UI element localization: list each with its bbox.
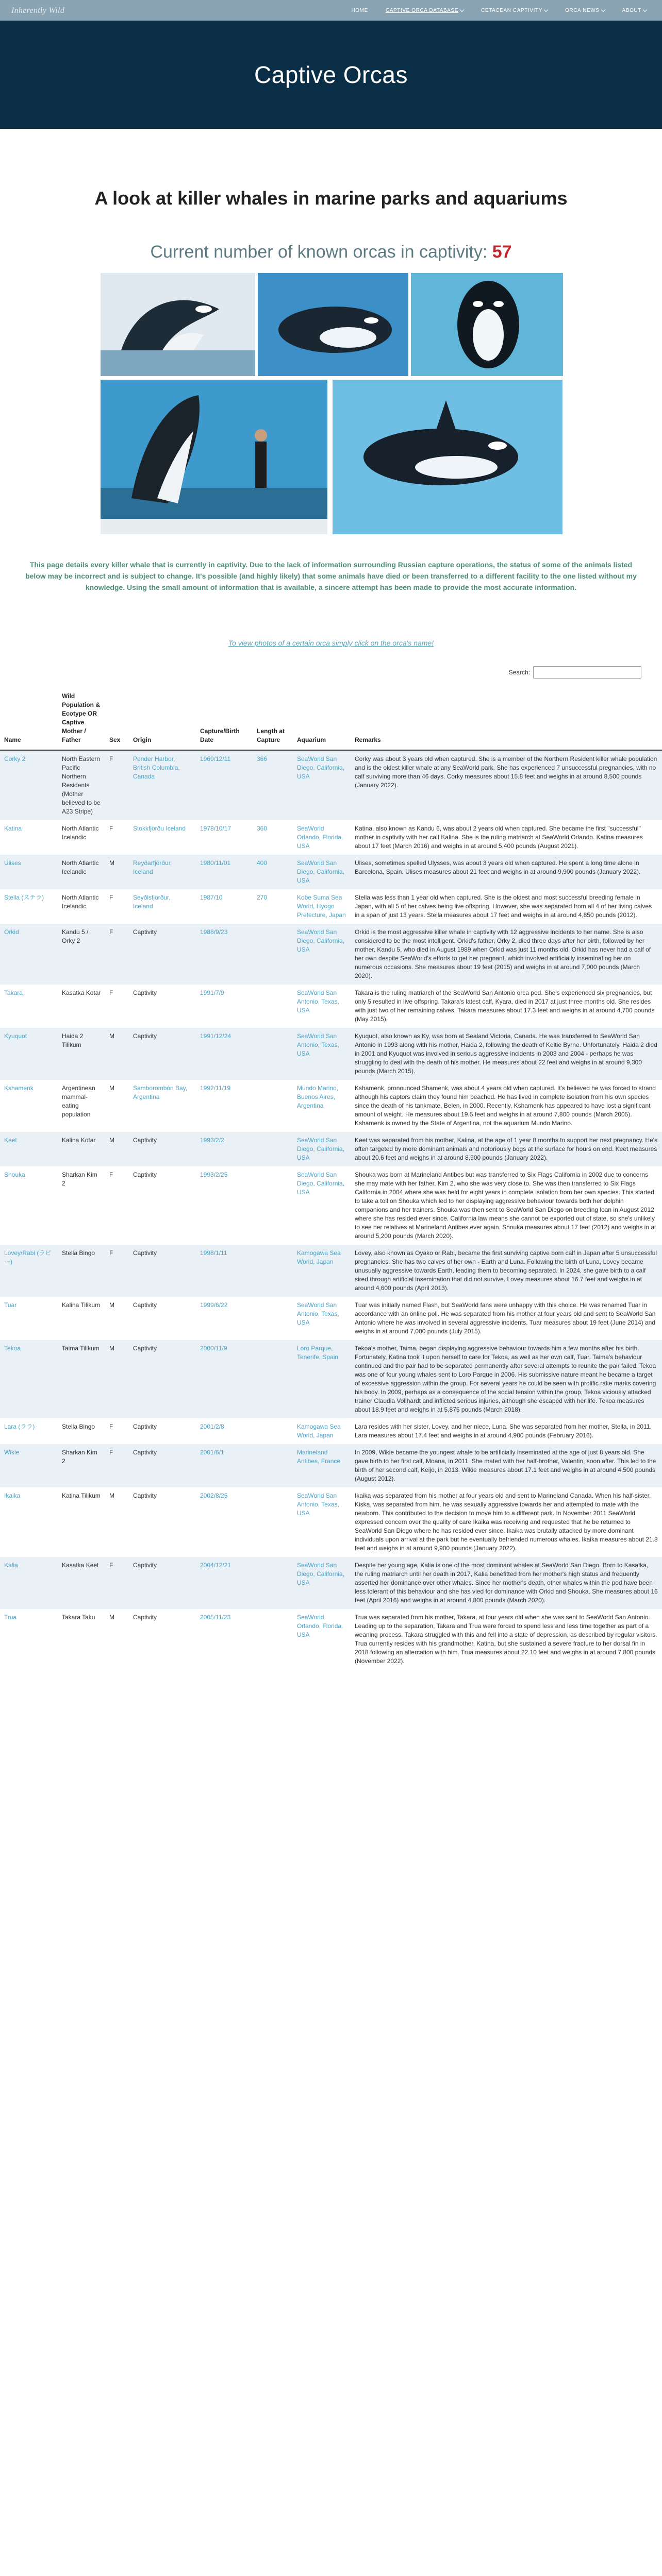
- cell-origin: Captivity: [133, 928, 157, 936]
- cell-date: 1980/11/01: [200, 859, 231, 867]
- cell-date: 1969/12/11: [200, 755, 231, 762]
- cell-population: Kandu 5 / Orky 2: [62, 928, 89, 944]
- top-navbar: [0, 0, 662, 21]
- cell-population: Argentinean mammal-eating population: [62, 1084, 95, 1118]
- cell-population: Kasatka Kotar: [62, 989, 101, 996]
- cell-date: 2001/2/8: [200, 1423, 224, 1430]
- cell-length: [253, 1487, 293, 1557]
- cell-sex: M: [109, 1614, 114, 1621]
- table-row: [0, 889, 662, 924]
- cell-sex: M: [109, 1345, 114, 1352]
- cell-population: Katina Tilikum: [62, 1492, 101, 1499]
- cell-date: 1991/12/24: [200, 1032, 231, 1040]
- cell-sex: M: [109, 1137, 114, 1144]
- cell-origin: Captivity: [133, 1423, 157, 1430]
- cell-aquarium[interactable]: Kamogawa Sea World, Japan: [297, 1423, 341, 1439]
- chevron-down-icon: [601, 7, 605, 11]
- cell-aquarium[interactable]: Marineland Antibes, France: [297, 1449, 341, 1465]
- cell-name[interactable]: Kalia: [4, 1562, 18, 1569]
- cell-origin[interactable]: Reyðarfjörður, Iceland: [133, 859, 172, 875]
- cell-name[interactable]: Lovey/Rabi (ラビー): [4, 1249, 52, 1265]
- orca-table: [0, 688, 662, 1670]
- table-row: [0, 1132, 662, 1166]
- cell-remarks: Orkid is the most aggressive killer whale in captivity with 12 aggressive incidents to her name. She is also considered to be the most intelligent. Orkid's father, Orky 2, died three days after her birth, followed by her mother, Kandu 5, who died in August 1989 when Orkid was just 11 months old. Orkid has never had a calf of her own despite SeaWorld's efforts to get her pregnant, which involved artificially inseminating her on numerous occasions. She measures about 19 feet (2015) and weighs in at around 7,000 pounds (March 2020).: [355, 928, 651, 979]
- main-menu: [351, 0, 647, 21]
- cell-origin[interactable]: Samborombón Bay, Argentina: [133, 1084, 188, 1100]
- cell-date: 2004/12/21: [200, 1562, 231, 1569]
- view-photos-hint: To view photos of a certain orca simply click on the orca's name!: [228, 639, 434, 647]
- cell-name[interactable]: Kshamenk: [4, 1084, 34, 1092]
- cell-aquarium[interactable]: SeaWorld Orlando, Florida, USA: [297, 825, 343, 850]
- table-row: [0, 1028, 662, 1080]
- cell-length: [253, 1340, 293, 1418]
- nav-orca-news[interactable]: [565, 8, 605, 13]
- data-disclaimer: This page details every killer whale that is currently in captivity. Due to the lack of information surrounding Russian capture operations, the status of some of the animals listed below may be incorrect and is subject to change. It's possible (and highly likely) that some animals have died or been transferred to a different facility to the one listed without my knowledge. Using the small amount of information that is available, a sincere attempt has been made to provide the most accurate information.: [25, 561, 637, 591]
- cell-date: 2000/11/9: [200, 1345, 227, 1352]
- cell-remarks: In 2009, Wikie became the youngest whale to be artificially inseminated at the age of just 8 years old. She gave birth to her first calf, Moana, in 2011. She mated with her half-brother, Valentin, soon after. This led to the birth of her second calf, Keijo, in 2013. Wikie measures about 17.1 feet and weighs in at around 4,500 pounds (August 2012).: [355, 1449, 656, 1482]
- cell-sex: M: [109, 1084, 114, 1092]
- table-row: [0, 1166, 662, 1245]
- cell-sex: F: [109, 825, 113, 832]
- chevron-down-icon: [544, 7, 548, 11]
- cell-date: 1991/7/9: [200, 989, 224, 996]
- table-row: [0, 855, 662, 889]
- cell-population: North Atlantic Icelandic: [62, 825, 99, 841]
- table-row: [0, 1418, 662, 1444]
- cell-origin: Captivity: [133, 989, 157, 996]
- cell-length: [253, 1028, 293, 1080]
- cell-length: [253, 924, 293, 985]
- cell-origin[interactable]: Stokkfjörðu Iceland: [133, 825, 186, 832]
- column-header-length[interactable]: Length at Capture: [253, 688, 293, 750]
- search-input[interactable]: [533, 666, 641, 679]
- cell-date: 1978/10/17: [200, 825, 231, 832]
- cell-population: Haida 2 Tilikum: [62, 1032, 84, 1048]
- cell-name[interactable]: Orkid: [4, 928, 19, 936]
- page-title: Captive Orcas: [254, 61, 408, 88]
- cell-remarks: Keet was separated from his mother, Kalina, at the age of 1 year 8 months to support her next pregnancy. He's often targeted by more dominant animals and notoriously bogs at the surface for hours on end. Keet measures about 20.6 feet and weighs in at around 8,900 pounds (January 2022).: [355, 1137, 658, 1161]
- column-header-origin[interactable]: Origin: [129, 688, 196, 750]
- cell-aquarium[interactable]: SeaWorld San Antonio, Texas, USA: [297, 1301, 339, 1326]
- cell-aquarium[interactable]: SeaWorld San Diego, California, USA: [297, 1562, 345, 1586]
- cell-remarks: Corky was about 3 years old when captured. She is a member of the Northern Resident killer whale population and is the oldest killer whale at any SeaWorld park. She has experienced 7 unsuccessful pregnancies, with no calf surviving more than 46 days. Corky measures about 15.8 feet and weighs in at around 8,500 pounds (January 2022).: [355, 755, 657, 789]
- cell-length: [253, 1557, 293, 1609]
- cell-origin: Captivity: [133, 1562, 157, 1569]
- cell-origin: Captivity: [133, 1301, 157, 1309]
- table-row: [0, 1444, 662, 1487]
- table-row: [0, 1557, 662, 1609]
- cell-remarks: Trua was separated from his mother, Takara, at four years old when she was sent to SeaWorld San Antonio. Leading up to the separation, Takara and Trua were forced to spend less and less time together as part of a weaning process. Takara struggled with this and fell into a state of depression, as described by regular visitors. Trua currently resides with his grandmother, Katina, but she sustained a severe fracture to her dorsal fin in 2018 following an altercation with him. Trua measures about 22.10 feet and weighs in at around 7,800 pounds (November 2022).: [355, 1614, 657, 1665]
- search-label: Search:: [508, 669, 530, 676]
- cell-aquarium[interactable]: SeaWorld San Antonio, Texas, USA: [297, 1032, 339, 1057]
- cell-length: [253, 1132, 293, 1166]
- cell-name[interactable]: Shouka: [4, 1171, 25, 1178]
- cell-sex: F: [109, 1249, 113, 1257]
- cell-length: [253, 1080, 293, 1132]
- cell-sex: F: [109, 989, 113, 996]
- cell-sex: F: [109, 1423, 113, 1430]
- cell-population: Sharkan Kim 2: [62, 1449, 97, 1465]
- table-header-row: [0, 688, 662, 750]
- cell-remarks: Katina, also known as Kandu 6, was about 2 years old when captured. She became the first "successful" mother in captivity with her calf Kalina. She is the ruling matriarch at SeaWorld Orlando. Katina measures about 17 feet (March 2016) and weighs in at around 5,400 pounds (August 2021).: [355, 825, 643, 850]
- cell-length: [253, 1166, 293, 1245]
- cell-sex: F: [109, 1171, 113, 1178]
- orca-underwater-pair-photo[interactable]: [333, 380, 562, 534]
- cell-name[interactable]: Kyuquot: [4, 1032, 27, 1040]
- column-header-sex[interactable]: Sex: [105, 688, 129, 750]
- cell-origin: Captivity: [133, 1449, 157, 1456]
- table-row: [0, 924, 662, 985]
- nav-about-label: ABOUT: [622, 7, 641, 13]
- cell-sex: M: [109, 1301, 114, 1309]
- cell-name[interactable]: Corky 2: [4, 755, 26, 762]
- cell-name[interactable]: Wikie: [4, 1449, 20, 1456]
- orca-jump-photo[interactable]: [101, 273, 255, 376]
- cell-origin: Captivity: [133, 1345, 157, 1352]
- cell-length: [253, 1297, 293, 1340]
- cell-origin: Captivity: [133, 1249, 157, 1257]
- table-row: [0, 1245, 662, 1297]
- cell-remarks: Stella was less than 1 year old when captured. She is the oldest and most successful breeding female in Japan, with all 5 of her calves being live offspring. However, she was separated from all 4 of her living calves in a span of just 13 years. Stella measures about 17 feet and weighs in at around 4,850 pounds (2012).: [355, 894, 652, 919]
- cell-name[interactable]: Stella (ステラ): [4, 894, 44, 901]
- table-row: [0, 1080, 662, 1132]
- cell-sex: F: [109, 894, 113, 901]
- cell-remarks: Tuar was initially named Flash, but SeaWorld fans were unhappy with this choice. He was renamed Tuar in accordance with an online poll. He was separated from his mother at four years old and sent to SeaWorld San Antonio where he was involved in several aggressive incidents. Tuar measures about 19 feet (June 2014) and weighs in at around 7,000 pounds (July 2015).: [355, 1301, 656, 1335]
- cell-population: Kasatka Keet: [62, 1562, 99, 1569]
- cell-date: 1992/11/19: [200, 1084, 231, 1092]
- chevron-down-icon: [643, 7, 647, 11]
- cell-population: North Eastern Pacific Northern Residents (Mother believed to be A23 Stripe): [62, 755, 101, 815]
- cell-date: 1993/2/2: [200, 1137, 224, 1144]
- page-subtitle: A look at killer whales in marine parks and aquariums: [94, 188, 568, 209]
- cell-date: 1993/2/25: [200, 1171, 228, 1178]
- column-header-aquarium[interactable]: Aquarium: [293, 688, 351, 750]
- cell-aquarium[interactable]: Mundo Marino, Buenos Aires, Argentina: [297, 1084, 339, 1109]
- cell-length: [253, 1245, 293, 1297]
- cell-name[interactable]: Tekoa: [4, 1345, 21, 1352]
- cell-date: 2002/8/25: [200, 1492, 228, 1499]
- cell-name[interactable]: Takara: [4, 989, 23, 996]
- cell-sex: M: [109, 1492, 114, 1499]
- table-row: [0, 1340, 662, 1418]
- cell-population: Stella Bingo: [62, 1249, 95, 1257]
- cell-name[interactable]: Trua: [4, 1614, 17, 1621]
- cell-aquarium[interactable]: SeaWorld San Antonio, Texas, USA: [297, 989, 339, 1014]
- cell-remarks: Despite her young age, Kalia is one of the most dominant whales at SeaWorld San Diego. Born to Kasatka, the ruling matriarch until her death in 2017, Kalia benefitted from her mother's high status and frequently asserted her dominance over other whales. Since her mother's death, other whales within the pod have been less tolerant of this behaviour and she has vied for dominance with Orkid and Shouka. She measures about 16 feet (April 2016) and weighs in at around 4,800 pounds (March 2020).: [355, 1562, 658, 1604]
- cell-length: [253, 1418, 293, 1444]
- cell-aquarium[interactable]: Kobe Suma Sea World, Hyogo Prefecture, Japan: [297, 894, 346, 919]
- cell-population: Stella Bingo: [62, 1423, 95, 1430]
- cell-date: 1987/10: [200, 894, 223, 901]
- site-logo[interactable]: Inherently Wild: [11, 6, 64, 15]
- nav-home-label: HOME: [351, 7, 368, 13]
- cell-aquarium[interactable]: SeaWorld San Diego, California, USA: [297, 1137, 345, 1161]
- cell-aquarium[interactable]: Kamogawa Sea World, Japan: [297, 1249, 341, 1265]
- cell-name[interactable]: Keet: [4, 1137, 17, 1144]
- cell-length: 366: [257, 755, 268, 762]
- cell-length: 400: [257, 859, 268, 867]
- orca-underwater-photo[interactable]: [258, 273, 408, 376]
- cell-population: North Atlantic Icelandic: [62, 894, 99, 910]
- cell-length: 360: [257, 825, 268, 832]
- cell-remarks: Ulises, sometimes spelled Ulysses, was about 3 years old when captured. He spent a long time alone in Barcelona, Spain. Ulises measures about 21 feet and weighs in at around 9,900 pounds (January 2022).: [355, 859, 641, 875]
- cell-remarks: Kshamenk, pronounced Shamenk, was about 4 years old when captured. It's believed he was forced to strand although his captors claim they found him beached. He has lived in complete isolation from his own species since the death of his tankmate, Belen, in 2000. Recently, Kshamenk has appeared to have lost a significant amount of weight. He measures about 19.5 feet and weighs in at around 7,800 pounds (March 2005). Kshamenk is owned by the State of Argentina, not the aquarium Mundo Marino.: [355, 1084, 656, 1127]
- cell-remarks: Takara is the ruling matriarch of the SeaWorld San Antonio orca pod. She's experienced six pregnancies, but only 5 resulted in live offspring. Takara's latest calf, Kyara, died in 2017 at just three months old. She resides with just two of her remaining calves. Takara measures about 17.3 feet and weighs in at around 4,700 pounds (May 2015).: [355, 989, 655, 1023]
- chevron-down-icon: [460, 7, 464, 11]
- cell-name[interactable]: Katina: [4, 825, 22, 832]
- column-header-name[interactable]: Name: [0, 688, 58, 750]
- cell-origin: Captivity: [133, 1614, 157, 1621]
- cell-remarks: Lara resides with her sister, Lovey, and her niece, Luna. She was separated from her mother, Stella, in 2011. Lara measures about 17.4 feet and weighs in at around 4,900 pounds (February 2016).: [355, 1423, 652, 1439]
- nav-captive-orca-database[interactable]: [386, 8, 464, 13]
- cell-population: Takara Taku: [62, 1614, 95, 1621]
- cell-date: 2001/6/1: [200, 1449, 224, 1456]
- table-row: [0, 820, 662, 855]
- table-row: [0, 1297, 662, 1340]
- cell-aquarium[interactable]: SeaWorld San Antonio, Texas, USA: [297, 1492, 339, 1517]
- cell-sex: M: [109, 859, 114, 867]
- cell-population: North Atlantic Icelandic: [62, 859, 99, 875]
- cell-origin: Captivity: [133, 1032, 157, 1040]
- nav-home[interactable]: [351, 8, 368, 13]
- cell-date: 1998/1/11: [200, 1249, 227, 1257]
- column-header-date[interactable]: Capture/Birth Date: [196, 688, 253, 750]
- cell-remarks: Ikaika was separated from his mother at four years old and sent to Marineland Canada. When his half-sister, Kiska, was separated from him, he was sexually aggressive towards her and attempted to mate with the newborn. This contributed to the decision to move him to a different park. In November 2011 SeaWorld expressed concern over the quality of care Ikaika was receiving and requested that he be returned to SeaWorld San Diego where he has resided ever since. Ikaika was brutally attacked by more dominant individuals upon arrival at the park but he eventually befriended numerous whales. Ikaika measures about 21.8 feet and weighs in at around 9,900 pounds (January 2022).: [355, 1492, 658, 1552]
- cell-name[interactable]: Ikaika: [4, 1492, 21, 1499]
- cell-population: Taima Tilikum: [62, 1345, 100, 1352]
- cell-origin[interactable]: Seyðisfjörður, Iceland: [133, 894, 171, 910]
- orca-pool-photo[interactable]: [411, 273, 563, 376]
- cell-aquarium[interactable]: SeaWorld San Diego, California, USA: [297, 859, 345, 884]
- nav-about[interactable]: [622, 8, 647, 13]
- cell-sex: F: [109, 755, 113, 762]
- cell-length: [253, 1444, 293, 1487]
- cell-aquarium[interactable]: Loro Parque, Tenerife, Spain: [297, 1345, 339, 1361]
- cell-name[interactable]: Lara (ララ): [4, 1423, 35, 1430]
- captive-count-label: Current number of known orcas in captivity:: [150, 242, 488, 262]
- cell-aquarium[interactable]: SeaWorld Orlando, Florida, USA: [297, 1614, 343, 1638]
- table-row: [0, 985, 662, 1028]
- cell-date: 1999/6/22: [200, 1301, 228, 1309]
- captive-count-value: 57: [492, 242, 512, 262]
- cell-length: 270: [257, 894, 268, 901]
- cell-date: 1988/9/23: [200, 928, 228, 936]
- cell-aquarium[interactable]: SeaWorld San Diego, California, USA: [297, 1171, 345, 1196]
- cell-sex: F: [109, 928, 113, 936]
- cell-aquarium[interactable]: SeaWorld San Diego, California, USA: [297, 928, 345, 953]
- cell-date: 2005/11/23: [200, 1614, 231, 1621]
- captive-count: [0, 242, 662, 262]
- nav-captive-orca-database-label: CAPTIVE ORCA DATABASE: [385, 7, 459, 13]
- column-header-population[interactable]: Wild Population & Ecotype OR Captive Mother / Father: [58, 688, 105, 750]
- table-search: [509, 666, 641, 679]
- cell-length: [253, 985, 293, 1028]
- cell-length: [253, 1609, 293, 1670]
- orca-trainer-photo[interactable]: [101, 380, 327, 534]
- cell-origin: Captivity: [133, 1137, 157, 1144]
- table-row: [0, 1609, 662, 1670]
- column-header-remarks[interactable]: Remarks: [351, 688, 662, 750]
- hero-banner: [0, 21, 662, 129]
- cell-remarks: Kyuquot, also known as Ky, was born at Sealand Victoria, Canada. He was transferred to SeaWorld San Antonio in 1993 along with his mother, Haida 2, following the death of Keltie Byrne. Unfortunately, Haida 2 died in 2001 and Kyuquot was involved in serious aggressive incidents in 2003 and 2004 - perhaps he was struggling to deal with the death of his mother. He measures about 22 feet and weighs in at around 9,300 pounds (March 2015).: [355, 1032, 657, 1075]
- cell-remarks: Shouka was born at Marineland Antibes but was transferred to Six Flags California in 2002 due to concerns she may mate with her father, Kim 2, who she was very close to. She was then transferred to Six Flags California in 2004 where she was held for eight years in complete isolation from her own species. This started to take a toll on Shouka which led to her displaying aggressive behaviour towards both her dolphin companions and her trainers. Shouka was then sent to SeaWorld San Diego on breeding loan in August 2012 where she has resided ever since. California law means she cannot be exported out of state, so she's unlikely to see her relatives at Marineland Antibes ever again. Shouka measures about 17 feet (2012) and weighs in at around 5,200 pounds (March 2020).: [355, 1171, 656, 1240]
- cell-origin[interactable]: Pender Harbor, British Columbia, Canada: [133, 755, 180, 780]
- cell-remarks: Tekoa's mother, Taima, began displaying aggressive behaviour towards him a few months after his birth. Fortunately, Katina took it upon herself to care for Tekoa, as well as her own calf, Tuar. Taima's behaviour continued and the pair had to be separated permanently after several attempts to reunite the pair failed. Tekoa was one of four young whales sent to Loro Parque in 2006. His submissive nature meant he became a target of excessive aggression within the group. For several years he could be seen with prolific rake marks covering his body. In 2009, perhaps as a consequence of the social tension within the group, Tekoa viciously attacked trainer Claudia Vollhardt and inflicted serious injuries, although she escaped with her life. Tekoa measures about 18.9 feet and weighs in at 5,875 pounds (March 2018).: [355, 1345, 656, 1413]
- cell-population: Kalina Kotar: [62, 1137, 96, 1144]
- cell-origin: Captivity: [133, 1171, 157, 1178]
- cell-name[interactable]: Tuar: [4, 1301, 17, 1309]
- cell-origin: Captivity: [133, 1492, 157, 1499]
- table-row: [0, 750, 662, 820]
- table-row: [0, 1487, 662, 1557]
- nav-cetacean-captivity[interactable]: [481, 8, 548, 13]
- cell-population: Sharkan Kim 2: [62, 1171, 97, 1187]
- nav-cetacean-captivity-label: CETACEAN CAPTIVITY: [481, 7, 543, 13]
- cell-remarks: Lovey, also known as Oyako or Rabi, became the first surviving captive born calf in Japan after 5 unsuccessful pregnancies. She has two calves of her own - Earth and Luna. Following the birth of Luna, Lovey became unusually aggressive towards Earth, leading them to becoming separated. In 2024, she gave birth to a calf sired through artificial insemination that did not survive. Lovey measures about 16.7 feet and weighs in at around 4,600 pounds (April 2013).: [355, 1249, 657, 1292]
- nav-orca-news-label: ORCA NEWS: [565, 7, 600, 13]
- cell-population: Kalina Tilikum: [62, 1301, 101, 1309]
- cell-sex: M: [109, 1032, 114, 1040]
- cell-name[interactable]: Ulises: [4, 859, 21, 867]
- cell-sex: F: [109, 1562, 113, 1569]
- cell-aquarium[interactable]: SeaWorld San Diego, California, USA: [297, 755, 345, 780]
- cell-sex: F: [109, 1449, 113, 1456]
